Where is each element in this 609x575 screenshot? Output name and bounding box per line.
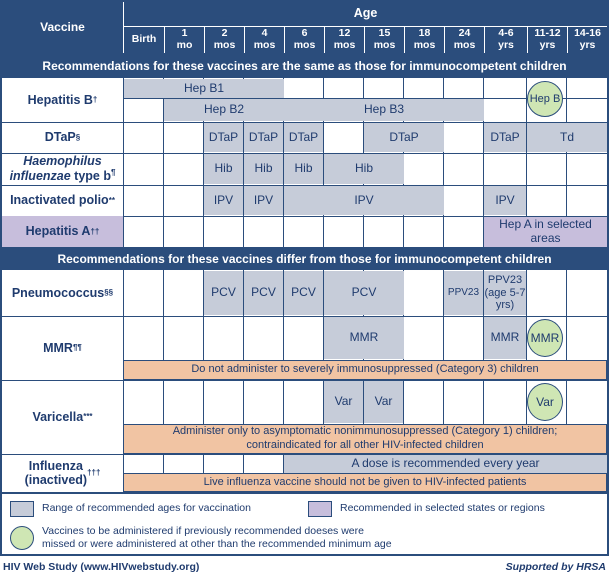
- vaccine-name: Pneumococcus: [11, 285, 105, 300]
- bar-pcv-12mo: PCV: [324, 271, 404, 315]
- bar-mmr-12mo: MMR: [324, 317, 404, 359]
- grid-line: [203, 380, 204, 424]
- vaccine-name: DTaP: [44, 130, 76, 145]
- grid-line: [163, 270, 164, 360]
- grid-line: [123, 270, 124, 360]
- section-same-header: Recommendations for these vaccines are the same as those for immunocompetent children: [2, 55, 607, 77]
- age-cell: 4 mos: [244, 27, 284, 53]
- legend-selected-text: Recommended in selected states or regions: [340, 502, 545, 515]
- bar-mmr-4yr: MMR: [484, 317, 526, 359]
- age-cell: 24 mos: [444, 27, 484, 53]
- catchup-var: Var: [527, 383, 563, 421]
- note-mmr: Do not administer to severely immunosuppressed (Category 3) children: [123, 360, 607, 380]
- grid-line: [443, 380, 444, 424]
- row-label-influenza: [2, 454, 123, 492]
- grid-line: [607, 78, 608, 248]
- vaccine-name: MMR: [43, 340, 73, 355]
- age-cell: 14-16 yrs: [567, 27, 607, 53]
- bar-dtap-4mo: DTaP: [244, 123, 283, 152]
- footnote-mark: §: [75, 132, 81, 142]
- grid-line: [483, 380, 484, 424]
- note-influenza: Live influenza vaccine should not be given to HIV-infected patients: [123, 473, 607, 492]
- bar-pcv-6mo: PCV: [284, 271, 323, 315]
- legend-catchup-text: Vaccines to be administered if previously recommended doeses were missed or were administered at other than the recommended minimum age: [42, 524, 392, 550]
- grid-line: [163, 380, 164, 424]
- age-columns: [123, 27, 607, 53]
- legend-range-text: Range of recommended ages for vaccination: [42, 502, 251, 515]
- bar-hib-2mo: Hib: [204, 154, 243, 184]
- age-cell: 4-6 yrs: [484, 27, 527, 53]
- age-cell: 11-12 yrs: [527, 27, 567, 53]
- age-cell: 18 mos: [404, 27, 444, 53]
- legend-swatch-selected: [308, 501, 332, 517]
- row-label-varicella: [2, 380, 123, 454]
- grid-line: [607, 380, 608, 424]
- grid-line: [243, 454, 244, 473]
- row-label-dtap: [2, 122, 123, 153]
- bar-ipv-4mo: IPV: [244, 186, 283, 215]
- age-cell: 15 mos: [364, 27, 404, 53]
- bar-dtap-6mo: DTaP: [284, 123, 323, 152]
- vaccine-name: Inactivated polio: [10, 193, 109, 208]
- age-cell: 1 mo: [164, 27, 204, 53]
- grid-line: [2, 492, 607, 493]
- footnote-mark: **: [108, 195, 115, 205]
- footnote-mark: ***: [83, 412, 93, 422]
- legend-swatch-catchup: [10, 526, 34, 550]
- footnote-mark: ¶¶: [72, 343, 82, 353]
- footnote-mark: †††: [87, 468, 101, 478]
- grid-line: [243, 380, 244, 424]
- bar-ppv23-4yr: PPV23 (age 5-7 yrs): [484, 271, 526, 315]
- grid-line: [566, 270, 567, 360]
- vaccine-name: Hepatitis A: [25, 224, 91, 239]
- footnote-mark: ¶: [110, 168, 116, 178]
- grid-line: [283, 380, 284, 424]
- bar-pcv-4mo: PCV: [244, 271, 283, 315]
- bar-ppv23-24mo: PPV23: [444, 271, 483, 315]
- age-cell: 2 mos: [204, 27, 244, 53]
- bar-hepb3: Hep B3: [284, 99, 484, 121]
- vaccine-name: type b: [70, 169, 111, 184]
- age-cell: 12 mos: [324, 27, 364, 53]
- row-label-hepatitis-a: [2, 216, 123, 247]
- grid-line: [607, 270, 608, 360]
- age-cell: Birth: [123, 27, 164, 53]
- grid-line: [123, 380, 124, 424]
- vaccine-name-italic: Haemophilus influenzae: [9, 154, 102, 184]
- vaccine-name: Influenza (inactived): [24, 458, 88, 487]
- bar-hepa: Hep A in selected areas: [484, 217, 607, 247]
- bar-hib-4mo: Hib: [244, 154, 283, 184]
- row-label-mmr: [2, 316, 123, 380]
- bar-dtap-2mo: DTaP: [204, 123, 243, 152]
- bar-hib-6mo: Hib: [284, 154, 323, 184]
- row-label-pneumococcus: [2, 270, 123, 316]
- grid-line: [123, 78, 124, 248]
- bar-var-15mo: Var: [364, 381, 403, 423]
- bar-hepb1: Hep B1: [124, 79, 284, 98]
- catchup-mmr: MMR: [527, 319, 563, 357]
- bar-ipv-6mo: IPV: [284, 186, 444, 215]
- section-differ-header: Recommendations for these vaccines differ from those for immunocompetent children: [2, 248, 607, 270]
- bar-dtap-15mo: DTaP: [364, 123, 444, 152]
- footnote-mark: §§: [104, 288, 114, 298]
- bar-influenza: A dose is recommended every year: [284, 455, 607, 473]
- grid-line: [526, 270, 527, 360]
- age-header: Age: [123, 2, 607, 26]
- legend-swatch-range: [10, 501, 34, 517]
- vaccine-column-header: Vaccine: [40, 19, 85, 34]
- bar-ipv-4yr: IPV: [484, 186, 526, 215]
- footnote-mark: †: [92, 95, 98, 105]
- bar-ipv-2mo: IPV: [204, 186, 243, 215]
- row-label-hib: [2, 153, 123, 185]
- age-cell: 6 mos: [284, 27, 324, 53]
- grid-line: [163, 454, 164, 473]
- row-label-hepatitis-b: [2, 78, 123, 122]
- note-varicella: Administer only to asymptomatic nonimmunosuppressed (Category 1) children; contraindicated for all other HIV-infected children: [123, 424, 607, 454]
- bar-var-12mo: Var: [324, 381, 363, 423]
- bar-pcv-2mo: PCV: [204, 271, 243, 315]
- vaccine-name: Hepatitis B: [27, 92, 93, 107]
- grid-line: [403, 380, 404, 424]
- footer-source: HIV Web Study (www.HIVwebstudy.org): [3, 561, 200, 573]
- footnote-mark: ††: [90, 226, 100, 236]
- vaccine-name: Varicella: [32, 409, 84, 424]
- bar-td: Td: [527, 123, 607, 152]
- bar-dtap-4yr: DTaP: [484, 123, 526, 152]
- legend: [2, 494, 607, 554]
- grid-line: [203, 454, 204, 473]
- bar-hib-12mo: Hib: [324, 154, 404, 184]
- bar-hepb2: Hep B2: [164, 99, 284, 121]
- catchup-hepb: Hep B: [527, 81, 563, 117]
- footer-support: Supported by HRSA: [505, 561, 606, 573]
- row-label-polio: [2, 185, 123, 216]
- grid-line: [566, 380, 567, 424]
